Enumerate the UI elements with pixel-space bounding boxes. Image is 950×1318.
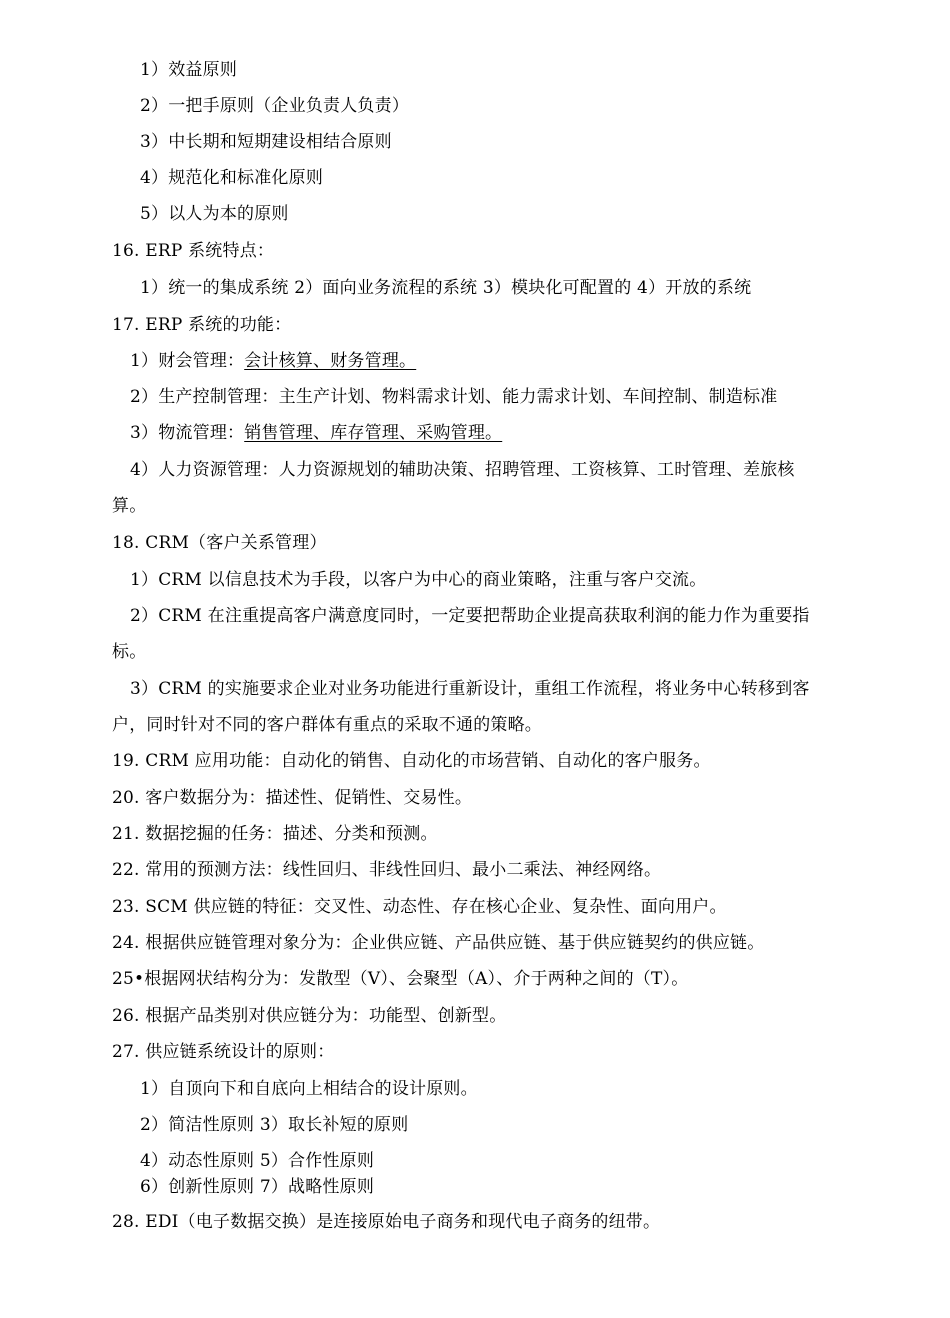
text-line: 2）CRM 在注重提高客户满意度同时，一定要把帮助企业提高获取利润的能力作为重要指 — [130, 606, 810, 626]
text-line: 5）以人为本的原则 — [140, 204, 289, 224]
text-segment: 1）财会管理： — [130, 351, 245, 371]
text-line: 4）人力资源管理：人力资源规划的辅助决策、招聘管理、工资核算、工时管理、差旅核 — [130, 460, 795, 480]
section-heading: 22. 常用的预测方法：线性回归、非线性回归、最小二乘法、神经网络。 — [112, 860, 662, 880]
text-line: 户，同时针对不同的客户群体有重点的采取不通的策略。 — [112, 715, 542, 735]
section-heading: 20. 客户数据分为：描述性、促销性、交易性。 — [112, 788, 473, 808]
section-heading: 23. SCM 供应链的特征：交叉性、动态性、存在核心企业、复杂性、面向用户。 — [112, 897, 727, 917]
section-heading: 27. 供应链系统设计的原则： — [112, 1042, 335, 1062]
text-line: 1）CRM 以信息技术为手段，以客户为中心的商业策略，注重与客户交流。 — [130, 570, 707, 590]
text-line: 1）效益原则 — [140, 60, 238, 80]
text-line: 1）统一的集成系统 2）面向业务流程的系统 3）模块化可配置的 4）开放的系统 — [140, 278, 752, 298]
underlined-text: 销售管理、库存管理、采购管理。 — [244, 423, 503, 443]
text-line: 标。 — [112, 642, 147, 662]
text-line — [130, 422, 502, 444]
section-heading: 16. ERP 系统特点： — [112, 241, 275, 261]
text-line: 4）动态性原则 5）合作性原则 — [140, 1151, 375, 1171]
underlined-text: 会计核算、财务管理。 — [244, 351, 417, 371]
section-heading: 18. CRM（客户关系管理） — [112, 533, 327, 553]
text-line: 2）一把手原则（企业负责人负责） — [140, 96, 410, 116]
text-line: 1）自顶向下和自底向上相结合的设计原则。 — [140, 1079, 478, 1099]
section-heading: 26. 根据产品类别对供应链分为：功能型、创新型。 — [112, 1006, 507, 1026]
section-heading: 24. 根据供应链管理对象分为：企业供应链、产品供应链、基于供应链契约的供应链。 — [112, 933, 765, 953]
section-heading: 28. EDI（电子数据交换）是连接原始电子商务和现代电子商务的纽带。 — [112, 1212, 661, 1232]
text-line: 4）规范化和标准化原则 — [140, 168, 324, 188]
section-heading: 21. 数据挖掘的任务：描述、分类和预测。 — [112, 824, 438, 844]
text-line: 3）中长期和短期建设相结合原则 — [140, 132, 392, 152]
section-heading: 25•根据网状结构分为：发散型（V）、会聚型（A）、介于两种之间的（T）。 — [112, 969, 689, 989]
text-segment: 3）物流管理： — [130, 423, 245, 443]
section-heading: 19. CRM 应用功能：自动化的销售、自动化的市场营销、自动化的客户服务。 — [112, 751, 711, 771]
text-line: 算。 — [112, 496, 147, 516]
text-line: 2）简洁性原则 3）取长补短的原则 — [140, 1115, 409, 1135]
text-line: 6）创新性原则 7）战略性原则 — [140, 1177, 375, 1197]
section-heading: 17. ERP 系统的功能： — [112, 315, 292, 335]
text-line: 2）生产控制管理：主生产计划、物料需求计划、能力需求计划、车间控制、制造标准 — [130, 387, 778, 407]
text-line: 3）CRM 的实施要求企业对业务功能进行重新设计，重组工作流程，将业务中心转移到客 — [130, 679, 810, 699]
text-line — [130, 350, 416, 372]
